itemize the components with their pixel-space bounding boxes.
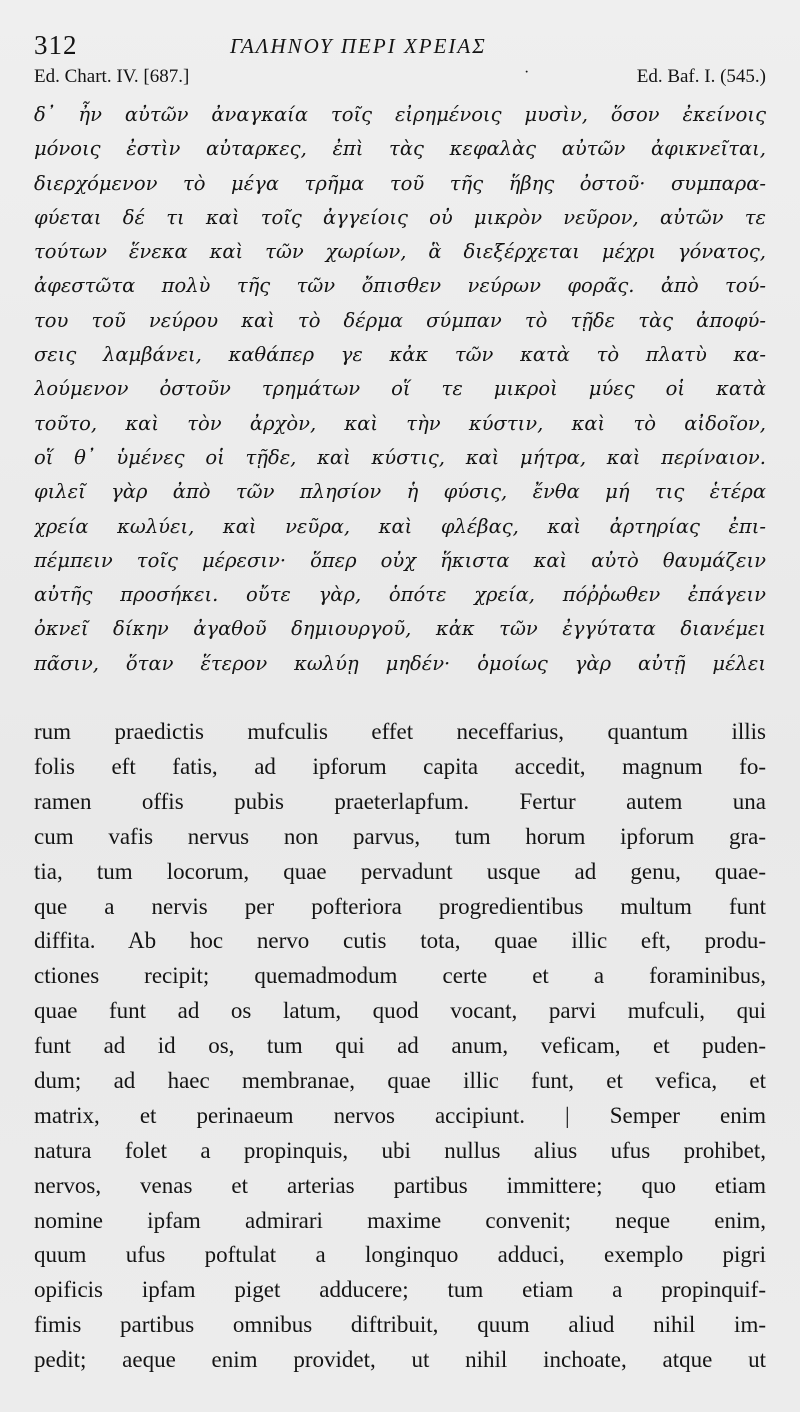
latin-line: fimis partibus omnibus diftribuit, quum aliud nihil im- (34, 1312, 766, 1338)
latin-line: folis eft fatis, ad ipforum capita accedit, magnum fo- (34, 753, 766, 779)
latin-line: tia, tum locorum, quae pervadunt usque ad genu, quae- (34, 858, 766, 884)
latin-line: quum ufus poftulat a longinquo adduci, exemplo pigri (34, 1242, 766, 1268)
latin-line: matrix, et perinaeum nervos accipiunt. | Semper enim (34, 1102, 766, 1128)
latin-line: funt ad id os, tum qui ad anum, veficam, et puden- (34, 1033, 766, 1059)
running-title: ΓΑΛΗΝΟΥ ΠΕΡΙ ΧΡΕΙΑΣ (230, 34, 487, 58)
greek-line: πᾶσιν, ὅταν ἕτερον κωλύῃ μηδέν· ὁμοίως γὰρ αὐτῇ μέλει (34, 651, 766, 675)
greek-line: ἀφεστῶτα πολὺ τῆς τῶν ὄπισθεν νεύρων φορᾶς. ἀπὸ τού- (34, 274, 766, 298)
greek-line: πέμπειν τοῖς μέρεσιν· ὅπερ οὐχ ἥκιστα καὶ αὐτὸ θαυμάζειν (34, 548, 766, 572)
latin-line: ramen offis pubis praeterlapfum. Fertur autem una (34, 788, 766, 814)
latin-line: nervos, venas et arterias partibus immittere; quo etiam (34, 1172, 766, 1198)
greek-line: τούτων ἕνεκα καὶ τῶν χωρίων, ἃ διεξέρχεται μέχρι γόνατος, (34, 240, 766, 264)
latin-line: que a nervis per pofteriora progredientibus multum funt (34, 893, 766, 919)
greek-line: σεις λαμβάνει, καθάπερ γε κἀκ τῶν κατὰ τὸ πλατὺ κα- (34, 343, 766, 367)
edition-separator-dot: · (524, 64, 530, 81)
page-number: 312 (34, 30, 78, 60)
greek-line: φύεται δέ τι καὶ τοῖς ἀγγείοις οὐ μικρὸν νεῦρον, αὐτῶν τε (34, 205, 766, 229)
latin-line: pedit; aeque enim providet, ut nihil inchoate, atque ut (34, 1347, 766, 1373)
latin-line: cum vafis nervus non parvus, tum horum ipforum gra- (34, 823, 766, 849)
greek-text-block (34, 98, 766, 681)
latin-line: diffita. Ab hoc nervo cutis tota, quae illic eft, produ- (34, 928, 766, 954)
latin-line: dum; ad haec membranae, quae illic funt, et vefica, et (34, 1067, 766, 1093)
greek-line: διερχόμενον τὸ μέγα τρῆμα τοῦ τῆς ἥβης ὀστοῦ· συμπαρα- (34, 171, 766, 195)
edition-basel-reference: Ed. Baf. I. (545.) (636, 66, 766, 87)
latin-line: ctiones recipit; quemadmodum certe et a foraminibus, (34, 963, 766, 989)
greek-line: του τοῦ νεύρου καὶ τὸ δέρμα σύμπαν τὸ τῇδε τὰς ἀποφύ- (34, 308, 766, 332)
edition-chart-reference: Ed. Chart. IV. [687.] (34, 66, 190, 87)
greek-line: μόνοις ἐστὶν αὐταρκες, ἐπὶ τὰς κεφαλὰς αὐτῶν ἀφικνεῖται, (34, 137, 766, 161)
latin-line: rum praedictis mufculis effet neceffarius, quantum illis (34, 719, 766, 745)
greek-line: δ᾽ ἦν αὐτῶν ἀναγκαία τοῖς εἰρημένοις μυσὶν, ὅσον ἐκείνοις (34, 103, 766, 126)
greek-line: ὀκνεῖ δίκην ἀγαθοῦ δημιουργοῦ, κἀκ τῶν ἐγγύτατα διανέμει (34, 617, 766, 641)
greek-line: χρεία κωλύει, καὶ νεῦρα, καὶ φλέβας, καὶ ἀρτηρίας ἐπι- (34, 514, 766, 538)
latin-text-block (34, 715, 766, 1378)
latin-line: quae funt ad os latum, quod vocant, parvi mufculi, qui (34, 998, 766, 1024)
greek-line: λούμενον ὀστοῦν τρημάτων οἵ τε μικροὶ μύες οἱ κατὰ (34, 377, 766, 401)
running-head (34, 22, 766, 66)
greek-line: τοῦτο, καὶ τὸν ἀρχὸν, καὶ τὴν κύστιν, καὶ τὸ αἰδοῖον, (34, 411, 766, 435)
latin-line: nomine ipfam admirari maxime convenit; neque enim, (34, 1207, 766, 1233)
greek-line: οἵ θ᾽ ὑμένες οἱ τῇδε, καὶ κύστις, καὶ μήτρα, καὶ περίναιον. (34, 445, 766, 469)
greek-line: φιλεῖ γὰρ ἀπὸ τῶν πλησίον ἡ φύσις, ἔνθα μή τις ἑτέρα (34, 480, 766, 504)
latin-line: opificis ipfam piget adducere; tum etiam a propinquif- (34, 1277, 766, 1303)
greek-line: αὐτῆς προσήκει. οὔτε γὰρ, ὁπότε χρεία, πόῤῥωθεν ἐπάγειν (34, 583, 766, 607)
edition-reference-line (34, 66, 766, 96)
latin-line: natura folet a propinquis, ubi nullus alius ufus prohibet, (34, 1137, 766, 1163)
